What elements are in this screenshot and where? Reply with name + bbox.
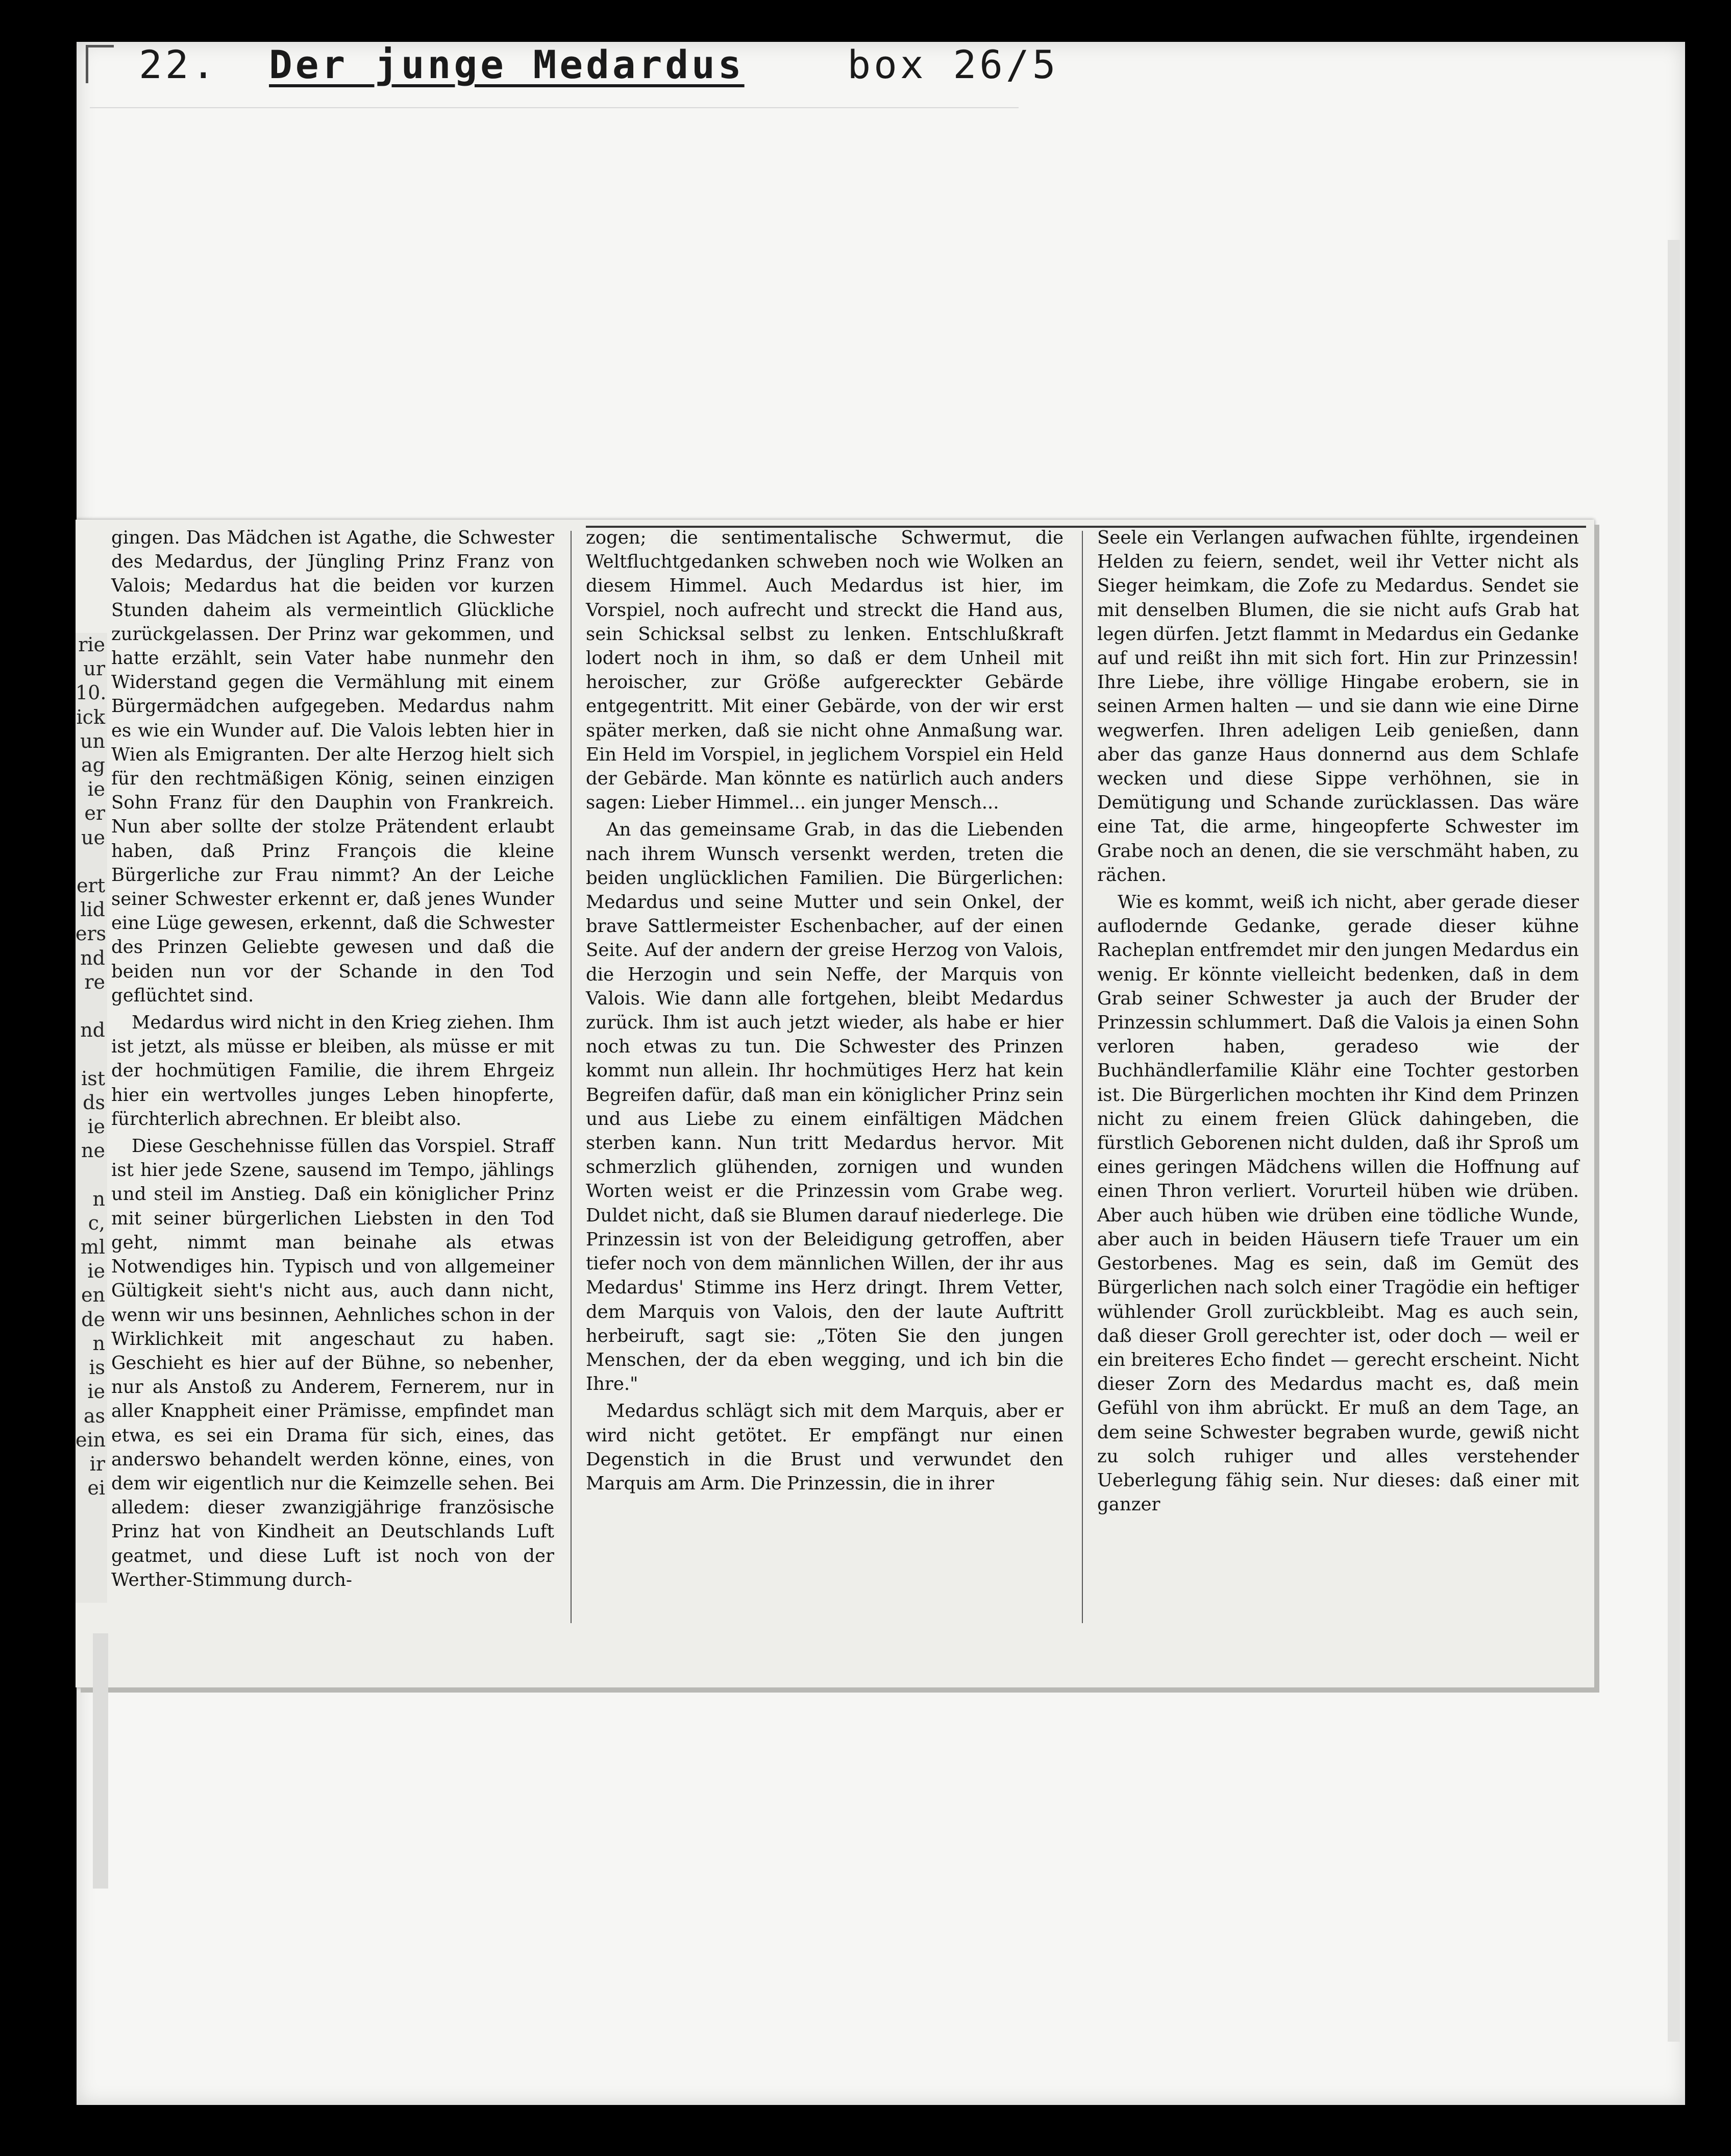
fragment-line [76, 850, 107, 874]
fragment-line: nd [80, 946, 105, 969]
fragment-line: c, [88, 1211, 105, 1234]
fragment-line: is [89, 1356, 105, 1379]
article-column-1 [111, 526, 554, 1592]
article-column-3 [1097, 526, 1579, 1516]
fragment-line: as [83, 1404, 105, 1427]
header-rule [90, 107, 1019, 108]
fragment-line: ie [87, 1115, 105, 1138]
article-paragraph: Medardus wird nicht in den Krieg ziehen. Ihm ist jetzt, als müsse er bleiben, als müsse er mit der hochmütigen Familie, die ihrem Ehrgeiz hier ein wertvolles junges Leben hinopferte, fürchterlich abrechnen. Er bleibt also. [111, 1012, 554, 1130]
fragment-line: n [92, 1332, 105, 1355]
fragment-line: ick [76, 705, 105, 728]
box-reference: box 26/5 [847, 42, 1059, 87]
column-divider [571, 531, 572, 1623]
cut-off-column-fragments [76, 633, 107, 1603]
fragment-line: ein [76, 1428, 106, 1451]
article-paragraph: zogen; die sentimentalische Schwermut, die Weltfluchtgedanken schweben noch wie Wolken an diesem Himmel. Auch Medardus ist hier, im Vorspiel, noch aufrecht und streckt die Hand aus, sein Schicksal selbst zu lenken. Entschlußkraft lodert noch in ihm, so daß er dem Unheil mit heroischer, zur Größe aufgereckter Gebärde entgegentritt. Mit einer Gebärde, von der wir erst später merken, daß sie nicht ohne Anmaßung war. Ein Held im Vorspiel, in jeglichem Vorspiel ein Held der Gebärde. Man könnte es natürlich auch anders sagen: Lieber Himmel... ein junger Mensch... [586, 527, 1064, 814]
item-number: 22. [139, 42, 218, 87]
clipping-shadow [93, 1633, 108, 1889]
fragment-line: ie [87, 1380, 105, 1403]
article-paragraph: Medardus schlägt sich mit dem Marquis, aber er wird nicht getötet. Er empfängt nur einen Degenstich in die Brust und verwundet den Marquis am Arm. Die Prinzessin, die in ihrer [586, 1401, 1064, 1494]
corner-bracket [86, 45, 114, 83]
fragment-line: ert [77, 874, 105, 897]
fragment-line: ne [81, 1139, 105, 1162]
fragment-line: 10. [76, 681, 107, 704]
fragment-line: de [81, 1308, 105, 1331]
article-paragraph: Diese Geschehnisse füllen das Vorspiel. Straff ist hier jede Szene, sausend im Tempo, jählings und steil im Anstieg. Daß ein königlicher Prinz mit seiner bürgerlichen Liebsten in den Tod geht, nimmt man beinahe als etwas Notwendiges hin. Typisch und von allgemeiner Gültigkeit sieht's nicht aus, auch dann nicht, wenn wir uns besinnen, Aehnliches schon in der Wirklichkeit mit angeschaut zu haben. Geschieht es hier auf der Bühne, so nebenher, nur als Anstoß zu Anderem, Fernerem, nur in aller Knappheit einer Prämisse, empfindet man etwa, es sei ein Drama für sich, eines, das anderswo behandelt werden könne, eines, von dem wir eigentlich nur die Keimzelle sehen. Bei alledem: dieser zwanzigjährige französische Prinz hat von Kindheit an Deutschlands Luft geatmet, und diese Luft ist noch von der Werther-Stimmung durch- [111, 1136, 554, 1590]
article-paragraph: An das gemeinsame Grab, in das die Liebenden nach ihrem Wunsch versenkt werden, treten die beiden unglücklichen Familien. Die Bürgerlichen: Medardus und seine Mutter und sein Onkel, der brave Sattlermeister Eschenbacher, auf der einen Seite. Auf der andern der greise Herzog von Valois, die Herzogin und sein Neffe, der Marquis von Valois. Wie dann alle fortgehen, bleibt Medardus zurück. Ihm ist auch jetzt wieder, als habe er hier noch etwas zu tun. Die Schwester des Prinzen kommt nun allein. Ihr hochmütiges Herz hat kein Begreifen dafür, daß man ein königlicher Prinz sein und aus Liebe zu einem einfältigen Mädchen sterben kann. Nun tritt Medardus hervor. Mit schmerzlich glühenden, zornigen und wunden Worten weist er die Prinzessin vom Grabe weg. Duldet nicht, daß sie Blumen darauf niederlege. Die Prinzessin ist von der Beleidigung getroffen, aber tiefer noch von dem männlichen Willen, der ihr aus Medardus' Stimme ins Herz dringt. Ihrem Vetter, dem Marquis von Valois, den der laute Auftritt herbeiruft, sagt sie: „Töten Sie den jungen Menschen, der da eben wegging, und ich bin die Ihre." [586, 819, 1064, 1395]
page-edge [1668, 240, 1680, 2042]
fragment-line [76, 1042, 107, 1066]
fragment-line: en [81, 1284, 105, 1307]
fragment-line: ag [81, 754, 105, 777]
column-divider [1082, 531, 1083, 1623]
article-paragraph: Wie es kommt, weiß ich nicht, aber gerade dieser auflodernde Gedanke, gerade dieser kühne Racheplan entfremdet mir den jungen Medardus ein wenig. Er könnte vielleicht bedenken, daß in dem Grab seiner Schwester ja auch der Bruder der Prinzessin schlummert. Daß die Valois ja einen Sohn verloren haben, geradeso wie der Buchhändlerfamilie Klähr eine Tochter gestorben ist. Die Bürgerlichen mochten ihr Kind dem Prinzen nicht zu einem freien Glück dahingeben, die fürstlich Geborenen nicht dulden, daß ihr Sproß um eines geringen Mädchens willen die Hoffnung auf einen Thron verliert. Vorurteil hüben wie drüben. Aber auch hüben wie drüben eine tödliche Wunde, aber auch in beiden Häusern tiefe Trauer um ein Gestorbenes. Mag es sein, daß im Gemüt des Bürgerlichen nach solch einer Tragödie ein heftiger wühlender Groll zurückbleibt. Mag es auch sein, daß dieser Groll gerechter ist, oder doch — weil er ein breiteres Echo findet — gerecht erscheint. Nicht dieser Zorn des Medardus macht es, daß mein Gefühl von ihm abrückt. Er muß an dem Tage, an dem seine Schwester begraben wurde, gewiß nicht zu solch ruhiger und alles verstehender Ueberlegung fähig sein. Nur dieses: daß einer mit ganzer [1097, 892, 1579, 1515]
fragment-line [76, 994, 107, 1018]
archive-header [139, 42, 1058, 87]
fragment-line: ei [87, 1477, 105, 1500]
fragment-line [76, 1163, 107, 1187]
fragment-line: ds [83, 1091, 105, 1114]
document-title: Der junge Medardus [269, 42, 745, 87]
fragment-line: ist [81, 1067, 105, 1090]
article-column-2 [586, 526, 1064, 1496]
fragment-line: er [84, 802, 105, 825]
fragment-line: ue [81, 826, 105, 849]
fragment-line: ie [87, 778, 105, 801]
fragment-line: ir [89, 1452, 105, 1475]
fragment-line: ers [76, 922, 107, 945]
article-paragraph: Seele ein Verlangen aufwachen fühlte, irgendeinen Helden zu feiern, sendet, weil ihr Vetter nicht als Sieger heimkam, die Zofe zu Medardus. Sendet sie mit denselben Blumen, die sie nicht aufs Grab hat legen dürfen. Jetzt flammt in Medardus ein Gedanke auf und reißt ihn mit sich fort. Hin zur Prinzessin! Ihre Liebe, ihre völlige Hingabe erobern, sie in seinen Armen halten — und sie dann wie eine Dirne wegwerfen. Ihren adeligen Leib genießen, dann aber das ganze Haus donnernd aus dem Schlafe wecken und diese Sippe verhöhnen, sie in Demütigung und Schande zurücklassen. Das wäre eine Tat, die arme, hingeopferte Schwester im Grabe noch an denen, die sie verschmäht haben, zu rächen. [1097, 527, 1579, 886]
fragment-line: lid [80, 898, 105, 921]
fragment-line: ie [87, 1260, 105, 1283]
fragment-line: nd [80, 1019, 105, 1042]
fragment-line: rie [78, 633, 105, 656]
fragment-line: un [80, 729, 105, 752]
fragment-line: ur [83, 657, 105, 680]
fragment-line: ml [80, 1236, 105, 1259]
fragment-line: re [84, 970, 105, 993]
fragment-line: n [92, 1187, 105, 1210]
article-paragraph: gingen. Das Mädchen ist Agathe, die Schwester des Medardus, der Jüngling Prinz Franz von Valois; Medardus hat die beiden vor kurzen Stunden daheim als vermeintlich Glückliche zurückgelassen. Der Prinz war gekommen, und hatte erzählt, sein Vater habe nunmehr den Widerstand gegen die Vermählung mit einem Bürgermädchen aufgegeben. Medardus nahm es wie ein Wunder auf. Die Valois lebten hier in Wien als Emigranten. Der alte Herzog hielt sich für den rechtmäßigen König, seinen einzigen Sohn Franz für den Dauphin von Frankreich. Nun aber sollte der stolze Prätendent erlaubt haben, daß Prinz François die kleine Bürgerliche zur Frau nimmt? An der Leiche seiner Schwester erkennt er, daß jenes Wunder eine Lüge gewesen, erkennt, daß die Schwester des Prinzen Geliebte gewesen und daß die beiden nun vor der Schande in den Tod geflüchtet sind. [111, 527, 554, 1006]
